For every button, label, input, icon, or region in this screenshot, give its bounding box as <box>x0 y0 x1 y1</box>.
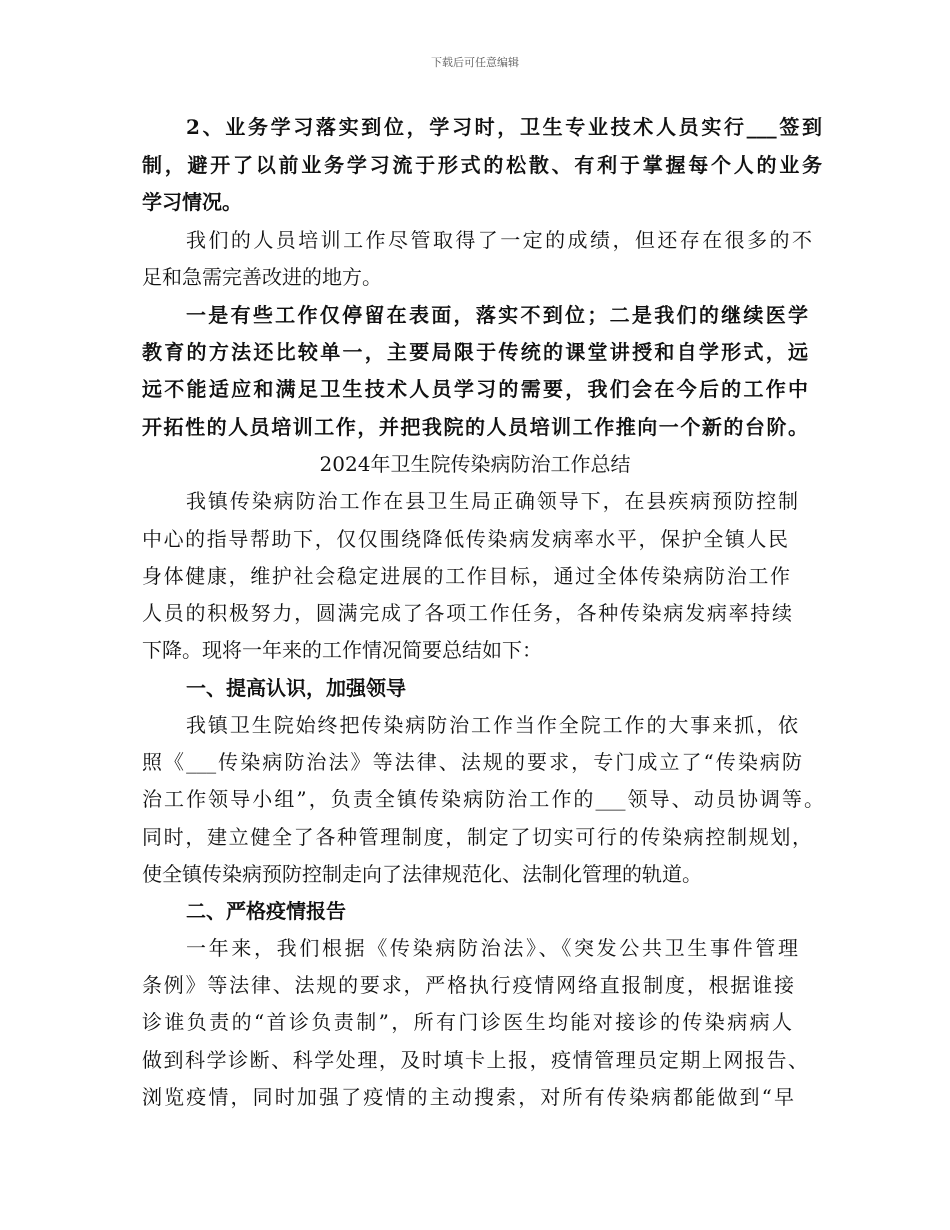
paragraph-line: 制，避开了以前业务学习流于形式的松散、有利于掌握每个人的业务 <box>142 153 822 177</box>
paragraph-line: 远不能适应和满足卫生技术人员学习的需要，我们会在今后的工作中 <box>142 377 808 401</box>
paragraph-line: 教育的方法还比较单一，主要局限于传统的课堂讲授和自学形式，远 <box>142 340 808 364</box>
paragraph-line: 开拓性的人员培训工作，并把我院的人员培训工作推向一个新的台阶。 <box>142 415 808 439</box>
paragraph-line: 足和急需完善改进的地方。 <box>142 265 382 289</box>
paragraph-line: 同时，建立健全了各种管理制度，制定了切实可行的传染病控制规划， <box>142 825 812 849</box>
paragraph-line: 使全镇传染病预防控制走向了法律规范化、法制化管理的轨道。 <box>142 862 702 886</box>
paragraph-line: 浏览疫情，同时加强了疫情的主动搜索，对所有传染病都能做到“早 <box>142 1085 794 1109</box>
section-title: 2024年卫生院传染病防治工作总结 <box>319 452 631 476</box>
paragraph-line: 中心的指导帮助下，仅仅围绕降低传染病发病率水平，保护全镇人民 <box>142 527 788 551</box>
page-header: 下载后可任意编辑 <box>431 56 519 69</box>
paragraph-line: 条例》等法律、法规的要求，严格执行疫情网络直报制度，根据谁接 <box>142 973 794 997</box>
paragraph-line: 下降。现将一年来的工作情况简要总结如下： <box>142 638 542 662</box>
subheading: 一、提高认识，加强领导 <box>186 676 406 700</box>
paragraph-line: 我镇卫生院始终把传染病防治工作当作全院工作的大事来抓，依 <box>186 713 798 737</box>
paragraph-line: 我们的人员培训工作尽管取得了一定的成绩，但还存在很多的不 <box>186 228 812 252</box>
paragraph-line: 2、业务学习落实到位，学习时，卫生专业技术人员实行___签到 <box>186 115 822 139</box>
paragraph-line: 治工作领导小组”，负责全镇传染病防治工作的___领导、动员协调等。 <box>142 787 824 811</box>
paragraph-line: 诊谁负责的“首诊负责制”，所有门诊医生均能对接诊的传染病病人 <box>142 1010 792 1034</box>
paragraph-line: 学习情况。 <box>142 190 242 214</box>
paragraph-line: 我镇传染病防治工作在县卫生局正确领导下，在县疾病预防控制 <box>186 489 798 513</box>
paragraph-line: 做到科学诊断、科学处理，及时填卡上报，疫情管理员定期上网报告、 <box>142 1048 808 1072</box>
subheading: 二、严格疫情报告 <box>186 899 346 923</box>
paragraph-line: 身体健康，维护社会稳定进展的工作目标，通过全体传染病防治工作 <box>142 564 790 588</box>
paragraph-line: 照《___传染病防治法》等法律、法规的要求，专门成立了“传染病防 <box>142 750 802 774</box>
paragraph-line: 人员的积极努力，圆满完成了各项工作任务，各种传染病发病率持续 <box>142 601 792 625</box>
paragraph-line: 一是有些工作仅停留在表面，落实不到位；二是我们的继续医学 <box>186 303 808 327</box>
paragraph-line: 一年来，我们根据《传染病防治法》、《突发公共卫生事件管理 <box>186 936 798 960</box>
